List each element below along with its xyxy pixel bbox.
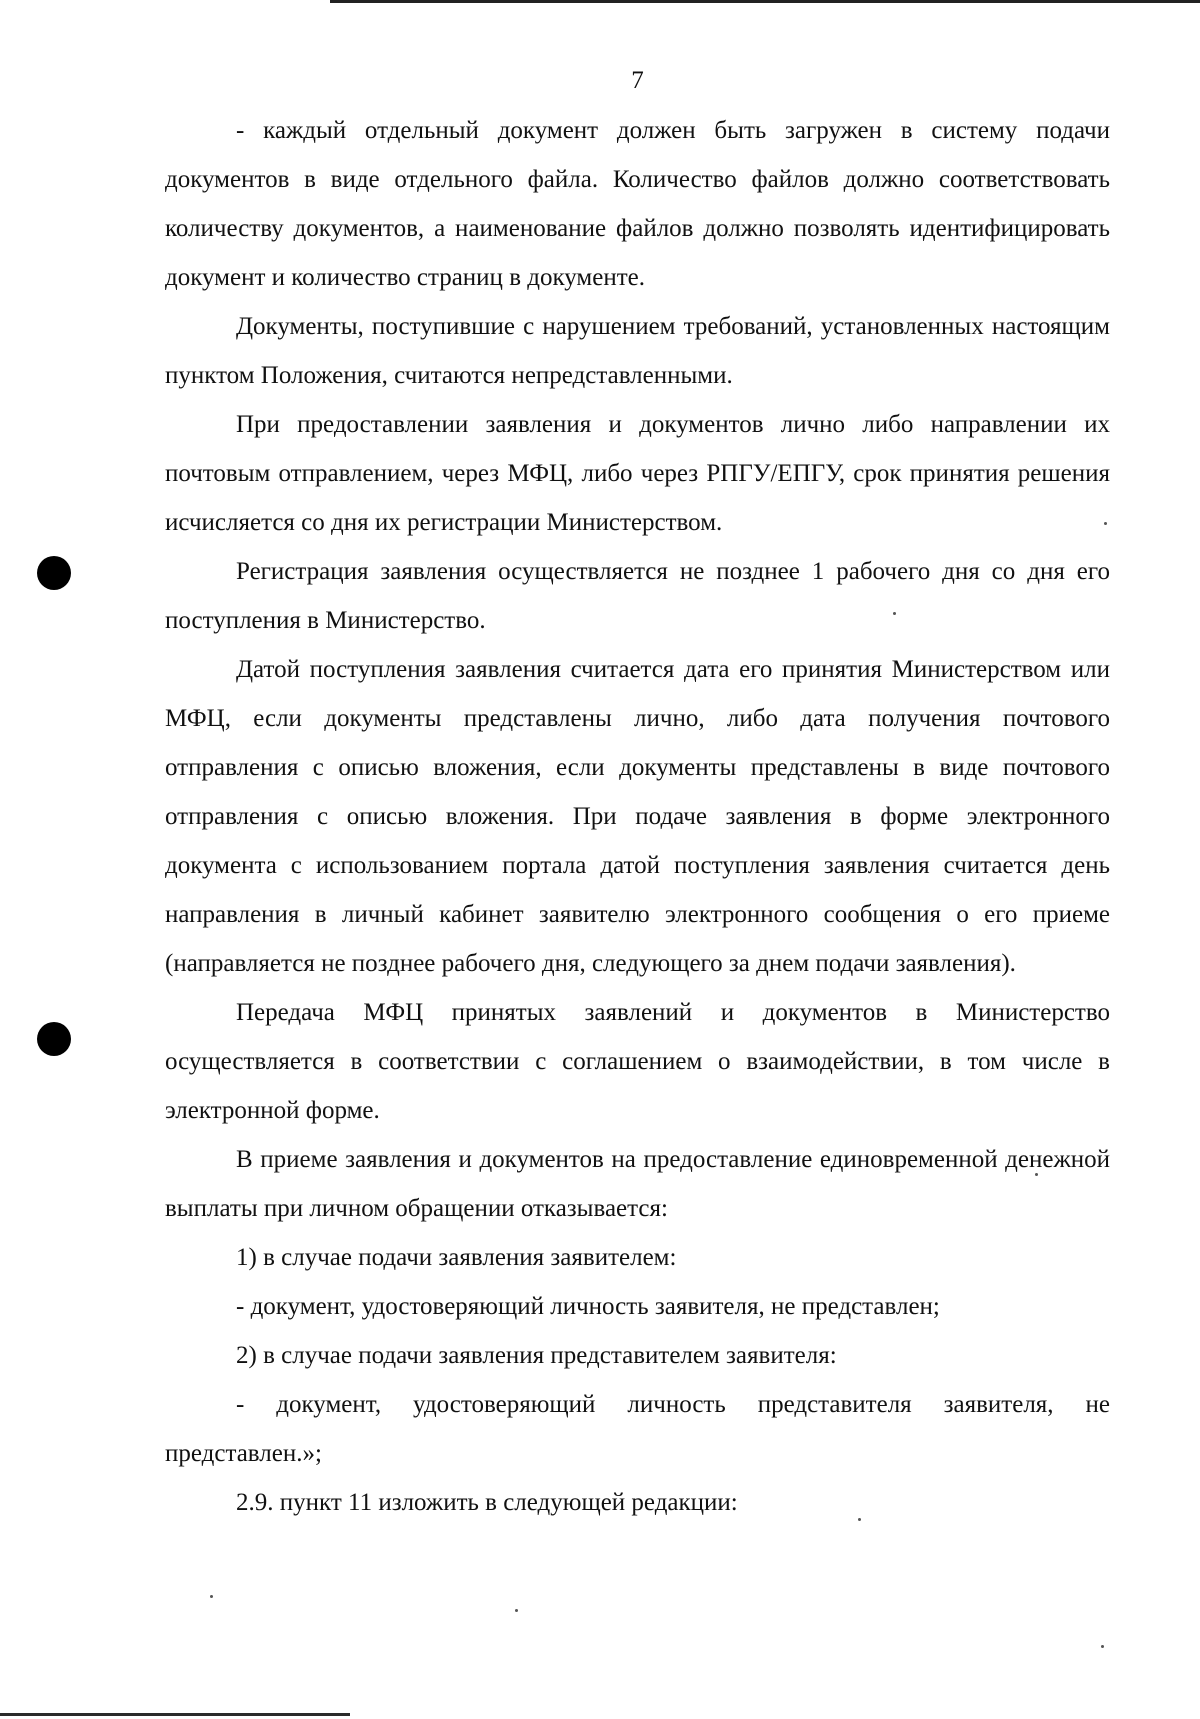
bottom-scan-edge-line [0, 1713, 350, 1716]
scan-speck [1104, 522, 1107, 525]
paragraph-registration: Регистрация заявления осуществляется не позднее 1 рабочего дня со дня его поступления в Министерство. [165, 558, 1110, 634]
paragraph-receipt-date: Датой поступления заявления считается дата его принятия Министерством или МФЦ, если документы представлены лично, либо дата получения почтового отправления с описью вложения, если документы представлены в виде почтового отправления с описью вложения. При подаче заявления в форме электронного документа с использованием портала датой поступления заявления считается день направления в личный кабинет заявителю электронного сообщения о его приеме (направляется не позднее рабочего дня, следующего за днем подачи заявления). [165, 656, 1110, 977]
list-item-applicant-case: 1) в случае подачи заявления заявителем: [236, 1244, 677, 1271]
scan-speck [858, 1518, 861, 1521]
scan-speck [1101, 1645, 1104, 1648]
paragraph-documents-not-submitted: Документы, поступившие с нарушением требований, установленных настоящим пунктом Положения, считаются непредставленными. [165, 313, 1110, 389]
scan-speck [1035, 1173, 1038, 1176]
list-item-applicant-id-missing: - документ, удостоверяющий личность заявителя, не представлен; [236, 1293, 940, 1320]
paragraph-clause-2-9: 2.9. пункт 11 изложить в следующей редакции: [236, 1489, 738, 1516]
paragraph-refusal-intro: В приеме заявления и документов на предоставление единовременной денежной выплаты при личном обращении отказывается: [165, 1146, 1110, 1222]
paragraph-mfc-transfer: Передача МФЦ принятых заявлений и документов в Министерство осуществляется в соответствии с соглашением о взаимодействии, в том числе в электронной форме. [165, 999, 1110, 1124]
scan-speck [893, 612, 896, 615]
scan-speck [210, 1595, 213, 1598]
list-item-representative-id-missing: - документ, удостоверяющий личность представителя заявителя, не представлен.»; [165, 1391, 1110, 1467]
paragraph-document-upload-rule: - каждый отдельный документ должен быть загружен в систему подачи документов в виде отдельного файла. Количество файлов должно соответствовать количеству документов, а наименование файлов должно позволять идентифицировать документ и количество страниц в документе. [165, 117, 1110, 291]
punch-hole-mark [37, 1022, 71, 1056]
page-number: 7 [631, 67, 644, 94]
paragraph-decision-term: При предоставлении заявления и документов лично либо направлении их почтовым отправлением, через МФЦ, либо через РПГУ/ЕПГУ, срок принятия решения исчисляется со дня их регистрации Министерством. [165, 411, 1110, 536]
top-scan-edge-line [330, 0, 1200, 3]
punch-hole-mark [37, 556, 71, 590]
scan-speck [515, 1609, 518, 1612]
list-item-representative-case: 2) в случае подачи заявления представителем заявителя: [236, 1342, 837, 1369]
document-body [165, 106, 1110, 1527]
